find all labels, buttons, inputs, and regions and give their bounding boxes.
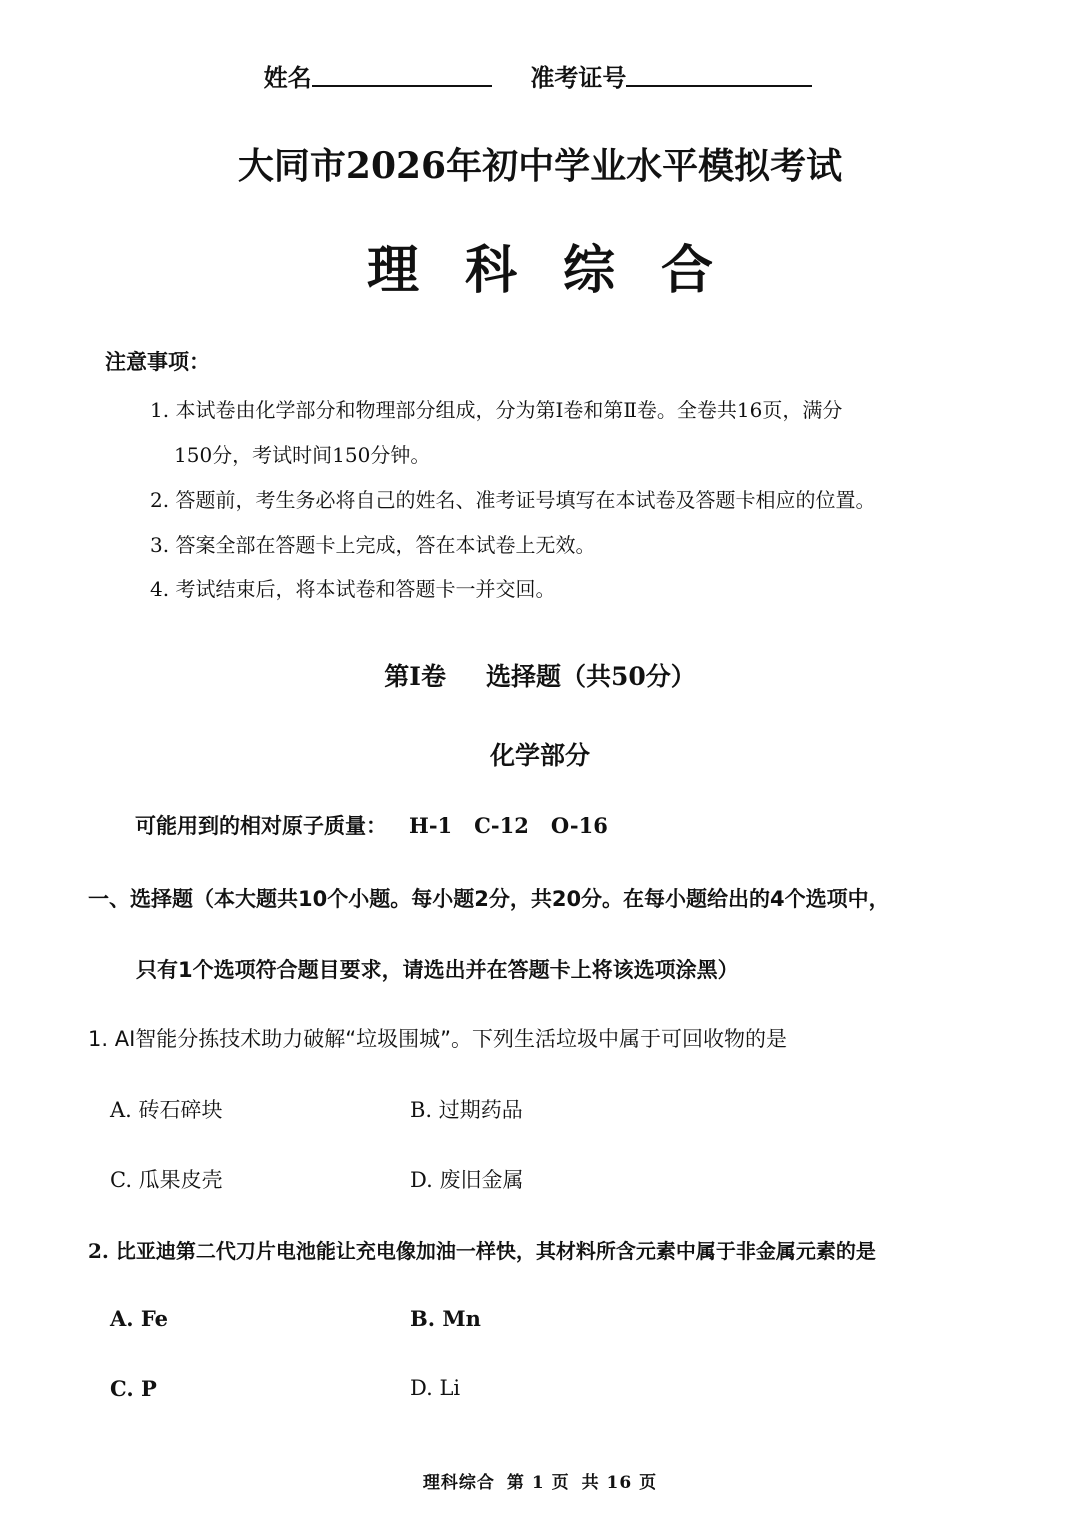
footer-subject: 理科综合 <box>422 1473 495 1493</box>
question-2-option-b: B. Mn <box>410 1306 481 1331</box>
name-blank <box>312 85 492 87</box>
name-label: 姓名 <box>263 63 312 92</box>
notice-item-1: 1. 本试卷由化学部分和物理部分组成，分为第Ⅰ卷和第Ⅱ卷。全卷共16页，满分 <box>150 398 843 422</box>
exam-title: 大同市2026年初中学业水平模拟考试 <box>237 145 843 187</box>
part-one-instructions-line2: 只有1个选项符合题目要求，请选出并在答题卡上将该选项涂黑） <box>136 958 739 982</box>
notice-item-4: 4. 考试结束后，将本试卷和答题卡一并交回。 <box>150 577 556 601</box>
atomic-mass-line <box>135 810 608 840</box>
page-footer <box>0 1468 1080 1493</box>
question-1-stem: 1. AI智能分拣技术助力破解“垃圾围城”。下列生活垃圾中属于可回收物的是 <box>88 1027 788 1051</box>
candidate-info-line <box>0 58 1080 93</box>
atomic-mass-h: H-1 <box>409 813 453 838</box>
atomic-mass-label: 可能用到的相对原子质量： <box>135 813 387 838</box>
question-2-option-a: A. Fe <box>110 1306 169 1331</box>
question-1-option-d: D. 废旧金属 <box>410 1168 524 1192</box>
question-2-stem: 2. 比亚迪第二代刀片电池能让充电像加油一样快，其材料所含元素中属于非金属元素的是 <box>88 1239 876 1263</box>
notice-title: 注意事项： <box>105 350 210 374</box>
atomic-mass-c: C-12 <box>474 813 529 838</box>
section-name: 选择题（共50分） <box>485 662 696 691</box>
subject-title: 理科综合 <box>366 241 759 301</box>
volume-label: 第Ⅰ卷 <box>384 662 446 691</box>
footer-page: 第 1 页 <box>506 1473 570 1493</box>
notice-item-3: 3. 答案全部在答题卡上完成，答在本试卷上无效。 <box>150 533 596 557</box>
question-1-option-b: B. 过期药品 <box>410 1098 523 1122</box>
part-one-instructions-line1: 一、选择题（本大题共10个小题。每小题2分，共20分。在每小题给出的4个选项中， <box>88 887 890 911</box>
question-1-option-a: A. 砖石碎块 <box>110 1098 223 1122</box>
question-2-option-d: D. Li <box>410 1376 461 1400</box>
exam-id-blank <box>626 85 812 87</box>
exam-id-label: 准考证号 <box>530 63 627 92</box>
question-2-option-c: C. P <box>110 1376 157 1401</box>
question-1-option-c: C. 瓜果皮壳 <box>110 1168 223 1192</box>
section-heading <box>0 657 1080 693</box>
atomic-mass-o: O-16 <box>550 813 608 838</box>
chemistry-heading: 化学部分 <box>489 741 590 770</box>
notice-item-2: 2. 答题前，考生务必将自己的姓名、准考证号填写在本试卷及答题卡相应的位置。 <box>150 488 876 512</box>
notice-item-1-cont: 150分，考试时间150分钟。 <box>174 443 431 467</box>
footer-total: 共 16 页 <box>581 1473 658 1493</box>
